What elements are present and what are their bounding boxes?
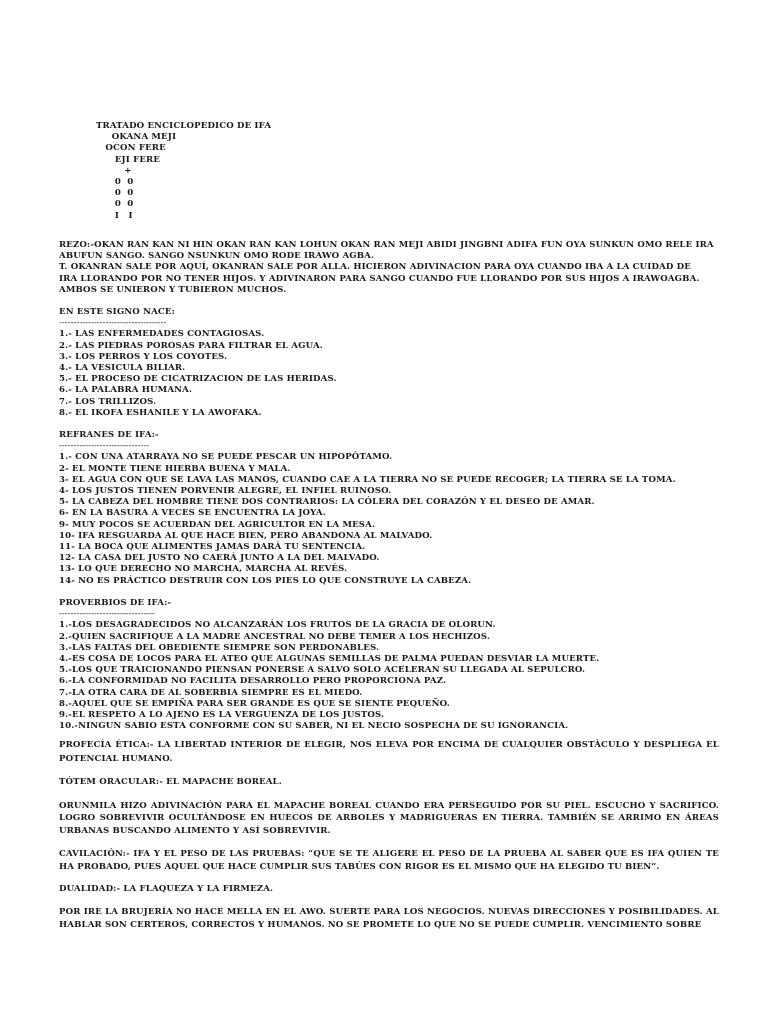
- list-item: 1.- LAS ENFERMEDADES CONTAGIOSAS.: [59, 329, 265, 340]
- document-body: [59, 240, 719, 931]
- list-item: 9.-EL RESPETO A LO AJENO ES LA VERGUENZA DE LOS JUSTOS.: [59, 709, 385, 720]
- dashed-rule: -------------------------------: [59, 441, 150, 452]
- text-line: T. OKANRAN SALE POR AQUÍ, OKANRAN SALE POR ALLA. HICIERON ADIVINACION PARA OYA CUANDO IBA A LA CUIDAD DE: [59, 262, 691, 273]
- list-item: 6- EN LA BASURA A VECES SE ENCUENTRA LA JOYA.: [59, 508, 326, 519]
- por-ire-paragraph: POR IRE LA BRUJERÍA NO HACE MELLA EN EL AWO. SUERTE PARA LOS NEGOCIOS. NUEVAS DIRECCIONES Y POSIBILIDADES. AL HABLAR SON CERTEROS, CORRECTOS Y HUMANOS. NO SE PROMETE LO QUE NO SE PUEDE CUMPLIR. VENCIMIENTO SOBRE: [59, 907, 719, 930]
- list-item: 6.-LA CONFORMIDAD NO FACILITA DESARROLLO PERO PROPORCIONA PAZ.: [59, 676, 447, 687]
- list-item: 7.- LOS TRILLIZOS.: [59, 396, 157, 407]
- odu-mark: +: [96, 165, 132, 176]
- odu-mark: 0 0: [96, 199, 134, 210]
- refranes-section: [59, 430, 719, 587]
- subtitle-line: OKANA MEJI: [96, 132, 177, 143]
- list-item: 4- LOS JUSTOS TIENEN PORVENIR ALEGRE, EL INFIEL RUINOSO.: [59, 486, 392, 497]
- list-item: 5.- EL PROCESO DE CICATRIZACION DE LAS HERIDAS.: [59, 374, 337, 385]
- list-item: 3.-LAS FALTAS DEL OBEDIENTE SIEMPRE SON PERDONABLES.: [59, 642, 380, 653]
- section-heading: EN ESTE SIGNO NACE:: [59, 307, 175, 318]
- list-item: 3.- LOS PERROS Y LOS COYOTES.: [59, 351, 228, 362]
- title-line: TRATADO ENCICLOPEDICO DE IFA: [96, 121, 272, 131]
- odu-mark: I I: [96, 210, 133, 221]
- list-item: 6.- LA PALABRA HUMANA.: [59, 385, 193, 396]
- list-item: 14- NO ES PRÁCTICO DESTRUIR CON LOS PIES LO QUE CONSTRUYE LA CABEZA.: [59, 575, 472, 586]
- list-item: 2.-QUIEN SACRIFIQUE A LA MADRE ANCESTRAL NO DEBE TEMER A LOS HECHIZOS.: [59, 631, 490, 642]
- list-item: 8.- EL IKOFA ESHANILE Y LA AWOFAKA.: [59, 407, 262, 418]
- text-line: AMBOS SE UNIERON Y TUBIERON MUCHOS.: [59, 284, 287, 295]
- proverbios-section: [59, 598, 719, 732]
- list-item: 7.-LA OTRA CARA DE AL SOBERBIA SIEMPRE ES EL MIEDO.: [59, 687, 363, 698]
- list-item: 2.- LAS PIEDRAS POROSAS PARA FILTRAR EL AGUA.: [59, 340, 323, 351]
- dashed-rule: -------------------------------------: [59, 318, 167, 329]
- list-item: 2- EL MONTE TIENE HIERBA BUENA Y MALA.: [59, 463, 291, 474]
- subtitle-line: OCON FERE: [96, 143, 166, 154]
- list-item: 4.-ES COSA DE LOCOS PARA EL ATEO QUE ALGUNAS SEMILLAS DE PALMA PUEDAN DESVIAR LA MUERTE.: [59, 653, 600, 664]
- list-item: 12- LA CASA DEL JUSTO NO CAERÁ JUNTO A LA DEL MALVADO.: [59, 553, 380, 564]
- list-item: 11- LA BOCA QUE ALIMENTES JAMAS DARÁ TU SENTENCIA.: [59, 542, 366, 553]
- list-item: 10.-NINGUN SABIO ESTA CONFORME CON SU SABER, NI EL NECIO SOSPECHA DE SU IGNORANCIA.: [59, 721, 569, 732]
- section-heading: PROVERBIOS DE IFA:-: [59, 597, 172, 608]
- list-item: 13- LO QUE DERECHO NO MARCHA, MARCHA AL REVÉS.: [59, 564, 348, 575]
- title-block: [96, 121, 271, 222]
- list-item: 8.-AQUEL QUE SE EMPIÑA PARA SER GRANDE ES QUE SE SIENTE PEQUEÑO.: [59, 698, 450, 709]
- dashed-rule: ---------------------------------: [59, 609, 155, 620]
- rezo-paragraph: [59, 240, 719, 296]
- list-item: 5- LA CABEZA DEL HOMBRE TIENE DOS CONTRARIOS: LA CÓLERA DEL CORAZÓN Y EL DESEO DE AMAR.: [59, 497, 595, 508]
- orunmila-paragraph: ORUNMILA HIZO ADIVINACIÓN PARA EL MAPACHE BOREAL CUANDO ERA PERSEGUIDO POR SU PIEL. ESCUCHO Y SACRIFICO. LOGRO SOBREVIVIR OCULTÁNDOSE EN HUECOS DE ARBOLES Y MADRIGUERAS EN TIERRA. TAMBIÉN SE ARRIMO EN ÁREAS URBANAS BUSCANDO ALIMENTO Y ASÍ SOBREVIVIR.: [59, 800, 719, 836]
- list-item: 3- EL AGUA CON QUE SE LAVA LAS MANOS, CUANDO CAE A LA TIERRA NO SE PUEDE RECOGER; LA TIERRA SE LA TOMA.: [59, 474, 676, 485]
- text-line: REZO:-OKAN RAN KAN NI HIN OKAN RAN KAN LOHUN OKAN RAN MEJI ABIDI JINGBNI ADIFA FUN OYA SUNKUN OMO RELE IRA: [59, 240, 714, 250]
- odu-mark: 0 0: [96, 188, 134, 199]
- list-item: 9- MUY POCOS SE ACUERDAN DEL AGRICULTOR EN LA MESA.: [59, 519, 376, 530]
- list-item: 1.- CON UNA ATARRAYA NO SE PUEDE PESCAR UN HIPOPÓTAMO.: [59, 452, 393, 463]
- nace-section: [59, 307, 719, 419]
- subtitle-line: EJI FERE: [96, 154, 161, 165]
- text-line: ABUFUN SANGO. SANGO NSUNKUN OMO RODE IRAWO AGBA.: [59, 251, 375, 262]
- profecia-paragraph: PROFECÍA ÉTICA:- LA LIBERTAD INTERIOR DE ELEGIR, NOS ELEVA POR ENCIMA DE CUALQUIER OBSTÁCULO Y DESPLIEGA EL POTENCIAL HUMANO.: [59, 740, 719, 765]
- odu-mark: 0 0: [96, 177, 134, 188]
- list-item: 1.-LOS DESAGRADECIDOS NO ALCANZARÁN LOS FRUTOS DE LA GRACIA DE OLORUN.: [59, 620, 496, 631]
- dualidad-line: DUALIDAD:- LA FLAQUEZA Y LA FIRMEZA.: [59, 884, 274, 895]
- totem-line: TÓTEM ORACULAR:- EL MAPACHE BOREAL.: [59, 777, 282, 788]
- list-item: 5.-LOS QUE TRAICIONANDO PIENSAN PONERSE A SALVO SOLO ACELERAN SU LLEGADA AL SEPULCRO.: [59, 665, 586, 676]
- cavilacion-paragraph: CAVILACIÓN:- IFA Y EL PESO DE LAS PRUEBAS: “QUE SE TE ALIGERE EL PESO DE LA PRUEBA AL SABER QUE ES IFA QUIEN TE HA PROBADO, PUES AQUEL QUE HACE CUMPLIR SUS TABÚES CON RIGOR ES EL MISMO QUE HA ELEGIDO TU BIEN”.: [59, 849, 719, 872]
- list-item: 10- IFA RESGUARDA AL QUE HACE BIEN, PERO ABANDONA AL MALVADO.: [59, 530, 433, 541]
- list-item: 4.- LA VESICULA BILIAR.: [59, 363, 186, 374]
- section-heading: REFRANES DE IFA:-: [59, 430, 159, 441]
- text-line: IRA LLORANDO POR NO TENER HIJOS. Y ADIVINARON PARA SANGO CUANDO FUE LLORANDO POR SUS HIJOS A IRAWOAGBA.: [59, 273, 700, 284]
